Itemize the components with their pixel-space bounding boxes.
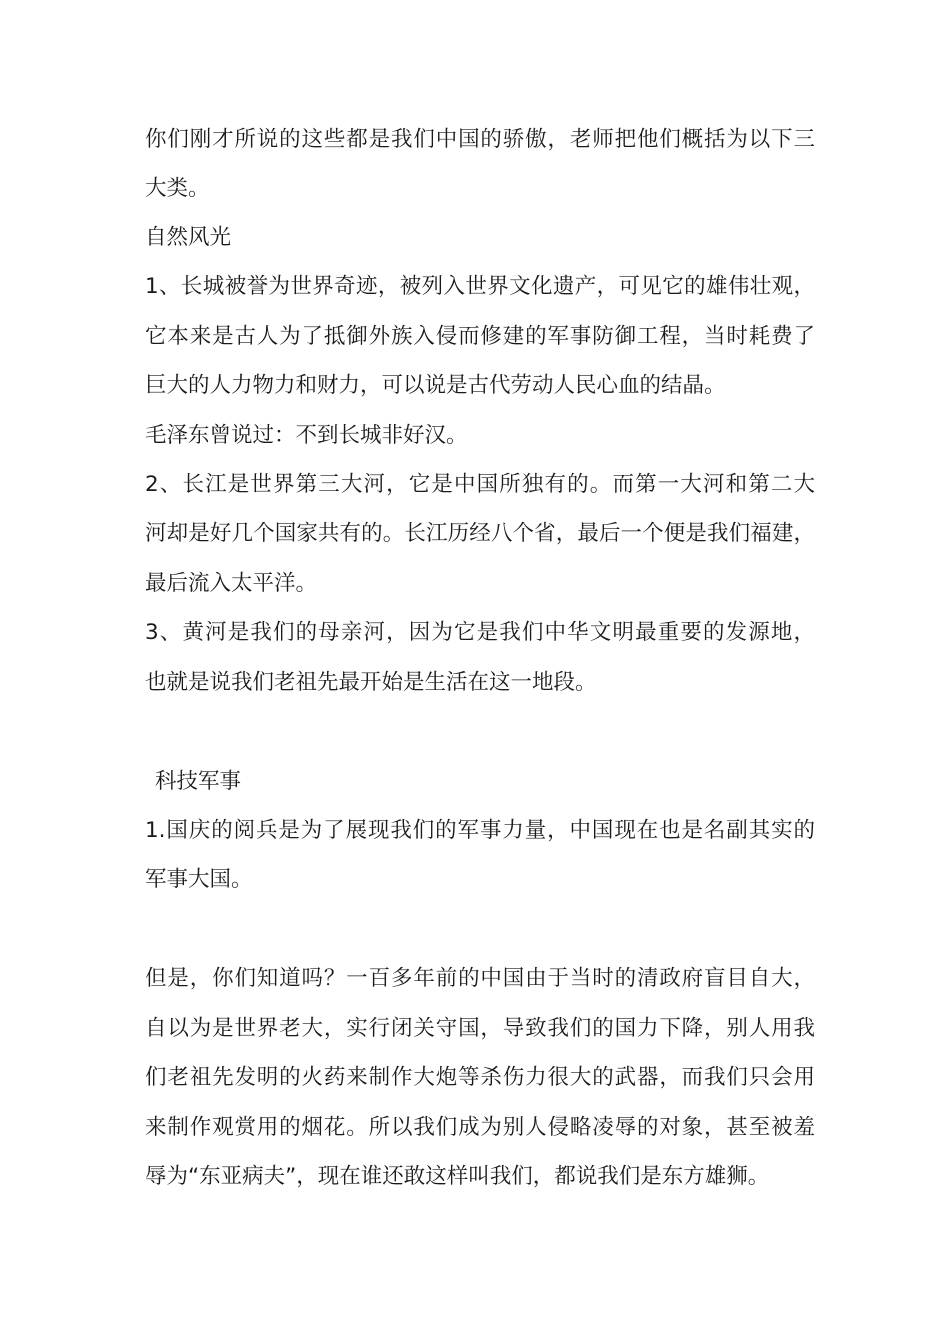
paragraph-line: 3、黄河是我们的母亲河，因为它是我们中华文明最重要的发源地， [145, 620, 815, 645]
paragraph-line: 但是，你们知道吗？一百多年前的中国由于当时的清政府盲目自大， [145, 966, 815, 991]
paragraph-line: 河却是好几个国家共有的。长江历经八个省，最后一个便是我们福建， [145, 521, 815, 546]
paragraph-line: 辱为“东亚病夫”，现在谁还敢这样叫我们，都说我们是东方雄狮。 [145, 1164, 770, 1189]
paragraph-line: 它本来是古人为了抵御外族入侵而修建的军事防御工程，当时耗费了 [145, 324, 815, 349]
paragraph-line: 你们刚才所说的这些都是我们中国的骄傲，老师把他们概括为以下三 [145, 127, 815, 152]
paragraph-line: 最后流入太平洋。 [145, 571, 318, 596]
section-heading-nature: 自然风光 [145, 225, 232, 250]
paragraph-line: 1.国庆的阅兵是为了展现我们的军事力量，中国现在也是名副其实的 [145, 818, 815, 843]
paragraph-line: 自以为是世界老大，实行闭关守国，导致我们的国力下降，别人用我 [145, 1016, 815, 1041]
paragraph-line: 来制作观赏用的烟花。所以我们成为别人侵略凌辱的对象，甚至被羞 [145, 1115, 815, 1140]
quote-line: 毛泽东曾说过：不到长城非好汉。 [145, 423, 468, 448]
paragraph-line: 2、长江是世界第三大河，它是中国所独有的。而第一大河和第二大 [145, 472, 815, 497]
paragraph-line: 大类。 [145, 176, 210, 201]
paragraph-line: 巨大的人力物力和财力，可以说是古代劳动人民心血的结晶。 [145, 373, 726, 398]
paragraph-line: 1、长城被誉为世界奇迹，被列入世界文化遗产，可见它的雄伟壮观， [145, 274, 815, 299]
section-heading-tech-military: 科技军事 [155, 769, 242, 794]
paragraph-line: 也就是说我们老祖先最开始是生活在这一地段。 [145, 670, 597, 695]
paragraph-line: 们老祖先发明的火药来制作大炮等杀伤力很大的武器，而我们只会用 [145, 1065, 815, 1090]
paragraph-line: 军事大国。 [145, 867, 253, 892]
